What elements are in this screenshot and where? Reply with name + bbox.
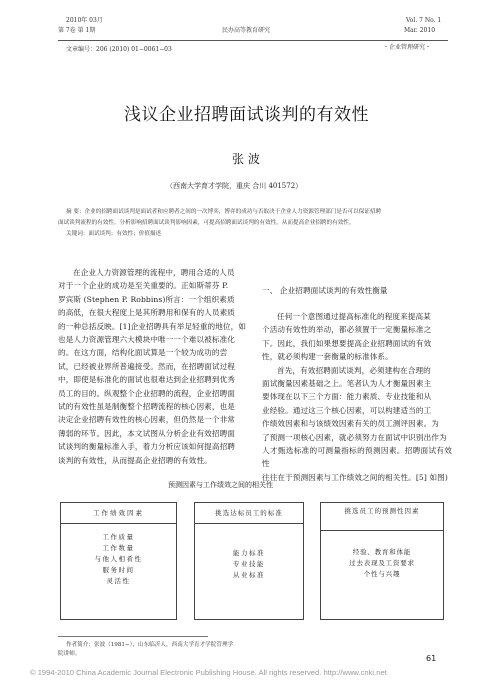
left-para-line: 的。在这方面，结构化面试算是一个较为成功的尝 [58,348,228,358]
article-title: 浅议企业招聘面试谈判的有效性 [124,105,369,125]
left-para-line: 薄弱的环节。因此，本文试图从分析企业有效招聘面 [58,428,235,438]
figure-box-performance-factors [60,502,177,620]
right-para-line: 首先，有效招聘面试谈判，必须建构在合理的 [277,365,431,375]
figure-item: 灵活性 [106,577,131,585]
author-name: 张 波 [232,152,260,166]
left-para-line: 决定企业招聘有效性的核心因素，但仍然是一个非常 [58,415,235,425]
left-para-line: 也是人力资源管理六大模块中唯一一个难以被标准化 [58,335,235,345]
author-affiliation: （西南大学育才学院，重庆 合川 401572） [166,182,303,190]
right-para-line: 要体现在以下三个方面：能力素质、专业技能和从 [262,392,432,402]
footnote-line2: 院讲师。 [58,651,81,657]
right-para-line: 性，就必须构建一套衡量的标准体系。 [262,352,393,362]
figure-box-selection-standards [194,502,304,620]
footnote-line1: 作者简介：张波（1981−），山东临沂人，西南大学育才学院管理学 [66,642,234,648]
left-para-line: 对于一个企业的成功是至关重要的。正如斯蒂芬 P. [58,281,229,291]
figure-item: 专业技能 [233,560,265,568]
left-para-line: 试谈判的衡量标准入手，着力分析应该如何提高招聘 [58,442,235,452]
left-para-line: 在企业人力资源管理的流程中，聘用合适的人员 [73,268,235,277]
right-para-line: 作绩效因素和与该绩效因素有关的员工测评因素。为 [262,419,439,429]
left-para-line: 的一种总括反映。[1]企业招聘具有举足轻重的地位，如 [58,321,247,331]
header-right-line2: Mar. 2010 [404,27,436,34]
page-number: 61 [426,654,437,663]
right-para-line: 面试衡量因素基础之上。笔者认为人才衡量因素主 [262,379,432,389]
abstract-line2: 面试谈判流程的有效性。分析影响招聘面试谈判影响因素，可提高招聘面试谈判的有效性，从而提高企业招聘的有效性。 [58,220,355,226]
left-para-line: 罗宾斯 (Stephen P. Robbins)所言：一个组织素质 [58,294,235,304]
left-para-line: 员工的目的。纵观整个企业招聘的流程，企业招聘面 [58,388,235,398]
figure-caption: 预测因素与工作绩效之间的相关性 [168,481,273,489]
footnote-rule [58,636,208,637]
figure-box-predictive-factors [320,502,444,620]
left-para-line: 试，已经被业界所普遍接受。然而，在招聘面试过程 [58,361,235,371]
right-para-line: 了预测一项核心因素，就必须努力在面试中识别出作为 [262,432,447,442]
right-para-line: 任何一个意图通过提高标准化的程度来提高某 [277,312,431,321]
header-right-line1: Vol. 7 No. 1 [406,17,442,24]
article-number: 文章编号：206 (2010) 01−0061−03 [66,46,172,53]
header-rule [58,40,448,41]
right-para-line: 人才甄选标准的可测量指标的预测因素。招聘面试有效性 [262,446,452,469]
left-para-line: 中，即使是标准化的面试也很难达到企业招聘到优秀 [58,375,235,385]
figure-item: 个性与兴趣 [363,570,401,578]
figure-box-items [61,524,176,587]
header-left-line2: 第 7卷 第 1期 [58,27,96,34]
left-para-line: 的高低，在很大程度上是其所聘用和保有的人员素质 [58,308,235,318]
left-column [58,266,250,467]
figure-box-items [321,531,443,580]
figure-box-title: 工作绩效因素 [61,503,176,524]
abstract-line1: 摘 要：企业的招聘面试谈判是面试者和应聘者之间的一次博弈，博弈的成功与否取决于企业人力资源管理部门是否可以保证招聘 [66,209,382,215]
left-para-line: 试的有效性虽是制衡整个招聘流程的核心因素，也是 [58,402,235,412]
right-para-line: 下。因此，我们如果想要提高企业招聘面试的有效 [262,338,432,348]
left-para-line: 谈判的有效性，从而提高企业招聘的有效性。 [58,455,212,465]
journal-name: 民办高等教育研究 [222,27,271,34]
figure-item: 与他人相肴性 [94,555,143,563]
figure-box-title: 挑选员工的预测性因素 [321,503,443,531]
right-column [262,310,452,484]
figure-item: 工作质量 [102,533,135,541]
copyright-line: © 1994-2010 China Academic Journal Electronic Publishing House. All rights reserved. http://www.cnki.net [30,668,387,677]
figure-box-items [195,524,303,581]
section-heading: 一、 企业招聘面试谈判的有效性衡量 [262,286,388,295]
header-left-line1: 2010年 03月 [66,17,103,24]
figure-item: 服务时间 [102,566,135,574]
right-para-line: 个活动有效性的举动，都必须置于一定衡量标准之 [262,325,432,335]
figure-item: 过去表现及工资要求 [349,559,415,567]
figure-item: 能力标准 [233,549,265,557]
figure-item: 工作数量 [102,544,135,552]
figure-item: 经验、教育和体能 [352,548,412,556]
column-tag: ・企业管理研究・ [383,44,432,51]
keywords: 关键词：面试谈判；有效性；价值描述 [66,231,162,237]
figure-box-title: 挑选达标员工的标准 [195,503,303,524]
right-para-line: 往往在于预测因素与工作绩效之间的相关性。[5] 如图) [262,472,448,482]
figure-item: 从业标准 [233,571,265,579]
right-para-line: 业经验。通过这三个核心因素，可以构建适当的工 [262,405,432,415]
